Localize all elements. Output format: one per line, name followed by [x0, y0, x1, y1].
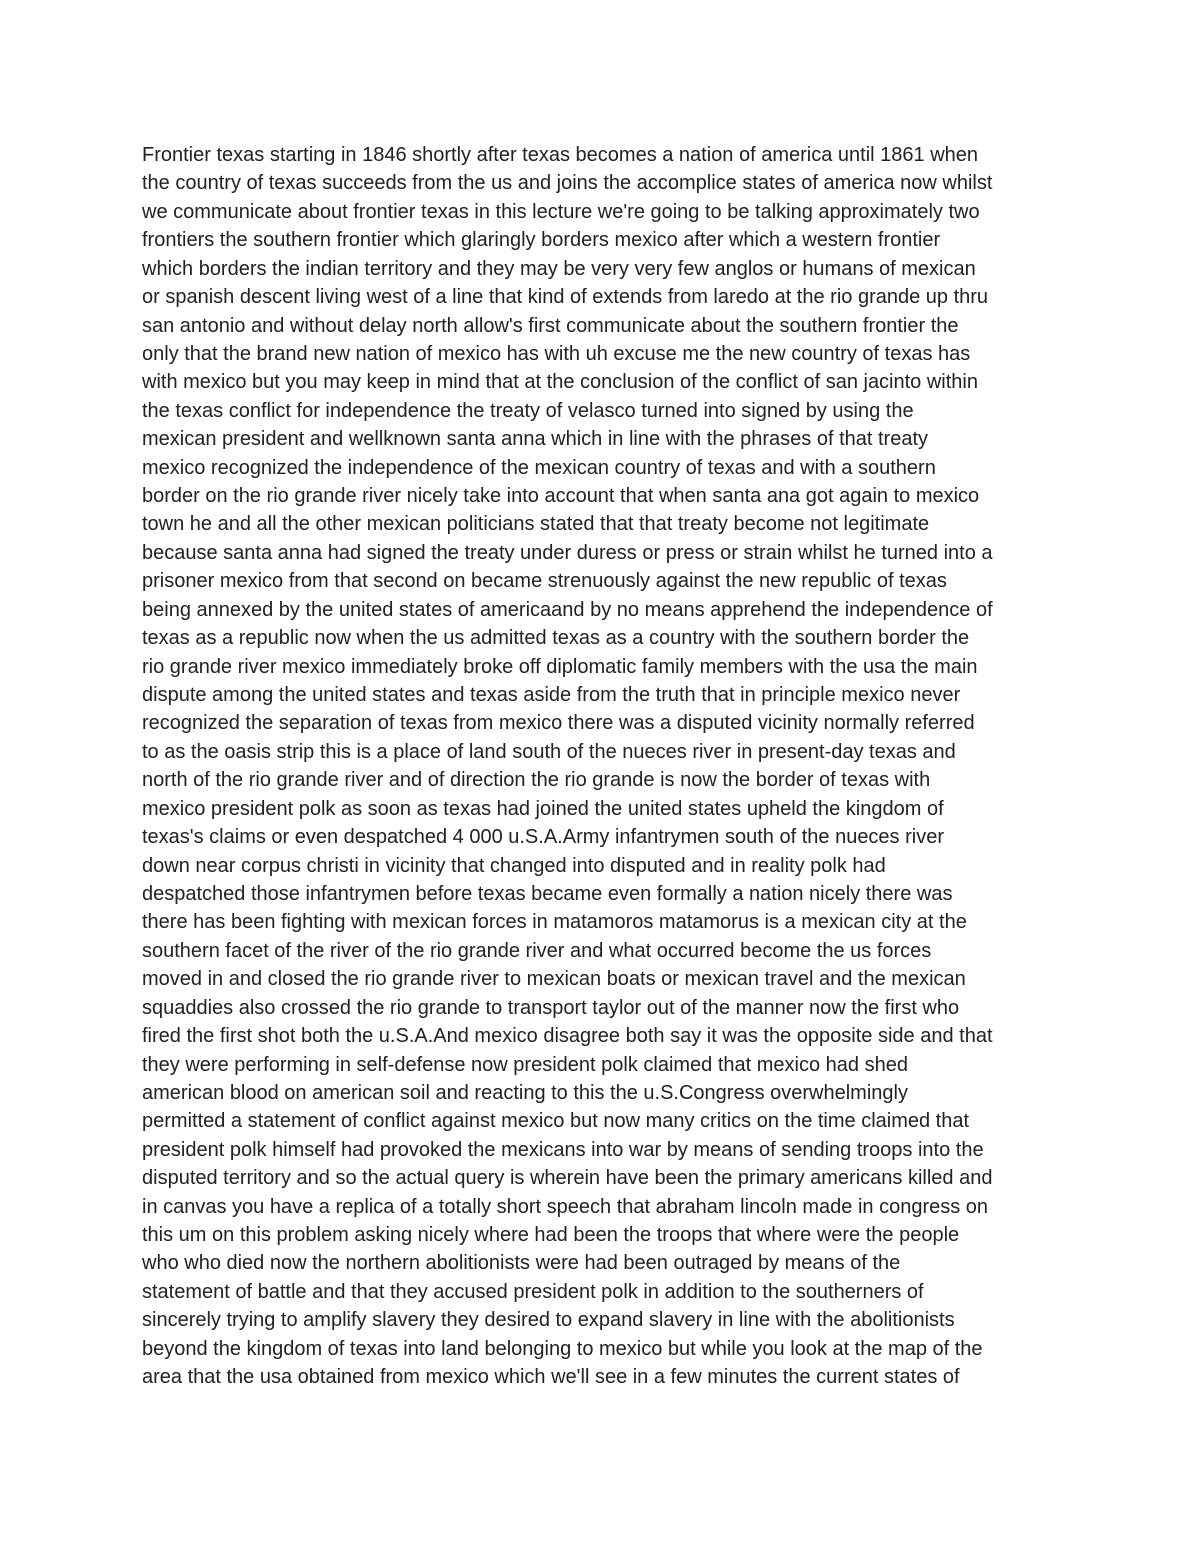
text-line: being annexed by the united states of americaand by no means apprehend the independence of [142, 598, 993, 621]
text-line: despatched those infantrymen before texas became even formally a nation nicely there was [142, 882, 953, 905]
text-line: mexico president polk as soon as texas had joined the united states upheld the kingdom of [142, 797, 944, 820]
text-line: rio grande river mexico immediately broke off diplomatic family members with the usa the main [142, 655, 978, 678]
text-line: only that the brand new nation of mexico has with uh excuse me the new country of texas has [142, 342, 971, 365]
text-line: border on the rio grande river nicely take into account that when santa ana got again to mexico [142, 485, 980, 508]
text-line: north of the rio grande river and of direction the rio grande is now the border of texas with [142, 769, 931, 792]
text-line: disputed territory and so the actual query is wherein have been the primary americans killed and [142, 1167, 993, 1190]
body-text [142, 141, 1072, 1392]
text-line: Frontier texas starting in 1846 shortly after texas becomes a nation of america until 1861 when [142, 144, 979, 166]
text-line: who who died now the northern abolitionists were had been outraged by means of the [142, 1252, 901, 1275]
text-line: president polk himself had provoked the mexicans into war by means of sending troops into the [142, 1138, 984, 1161]
text-line: prisoner mexico from that second on became strenuously against the new republic of texas [142, 570, 947, 593]
text-line: down near corpus christi in vicinity that changed into disputed and in reality polk had [142, 854, 886, 877]
text-line: recognized the separation of texas from mexico there was a disputed vicinity normally referred [142, 712, 975, 735]
text-line: american blood on american soil and reacting to this the u.S.Congress overwhelmingly [142, 1081, 908, 1104]
text-line: this um on this problem asking nicely where had been the troops that where were the people [142, 1224, 960, 1247]
text-line: to as the oasis strip this is a place of land south of the nueces river in present-day texas and [142, 740, 956, 763]
text-line: area that the usa obtained from mexico which we'll see in a few minutes the current states of [142, 1366, 960, 1389]
text-line: mexican president and wellknown santa anna which in line with the phrases of that treaty [142, 428, 929, 451]
text-line: fired the first shot both the u.S.A.And mexico disagree both say it was the opposite side and that [142, 1025, 993, 1048]
text-line: the country of texas succeeds from the us and joins the accomplice states of america now whilst [142, 172, 993, 195]
text-line: we communicate about frontier texas in this lecture we're going to be talking approximately two [142, 200, 980, 223]
text-line: squaddies also crossed the rio grande to transport taylor out of the manner now the first who [142, 996, 960, 1019]
text-line: moved in and closed the rio grande river to mexican boats or mexican travel and the mexican [142, 968, 966, 991]
text-line: beyond the kingdom of texas into land belonging to mexico but while you look at the map of the [142, 1337, 983, 1360]
text-line: they were performing in self-defense now president polk claimed that mexico had shed [142, 1053, 908, 1076]
text-line: permitted a statement of conflict against mexico but now many critics on the time claimed that [142, 1110, 970, 1133]
text-line: statement of battle and that they accused president polk in addition to the southerners of [142, 1280, 924, 1303]
text-line: mexico recognized the independence of the mexican country of texas and with a southern [142, 456, 936, 479]
text-line: town he and all the other mexican politicians stated that that treaty become not legitimate [142, 513, 930, 536]
text-line: with mexico but you may keep in mind that at the conclusion of the conflict of san jacinto within [142, 371, 978, 394]
text-line: the texas conflict for independence the treaty of velasco turned into signed by using the [142, 399, 914, 422]
text-line: sincerely trying to amplify slavery they desired to expand slavery in line with the abolitionists [142, 1309, 955, 1332]
text-line: texas's claims or even despatched 4 000 u.S.A.Army infantrymen south of the nueces river [142, 826, 945, 849]
text-line: there has been fighting with mexican forces in matamoros matamorus is a mexican city at the [142, 911, 967, 934]
text-line: in canvas you have a replica of a totally short speech that abraham lincoln made in congress on [142, 1195, 989, 1218]
text-line: dispute among the united states and texas aside from the truth that in principle mexico never [142, 684, 961, 707]
text-line: texas as a republic now when the us admitted texas as a country with the southern border the [142, 627, 970, 650]
text-line: or spanish descent living west of a line that kind of extends from laredo at the rio grande up thru [142, 286, 989, 309]
text-line: frontiers the southern frontier which glaringly borders mexico after which a western frontier [142, 229, 941, 252]
text-line: san antonio and without delay north allow's first communicate about the southern frontier the [142, 314, 959, 337]
text-line: because santa anna had signed the treaty under duress or press or strain whilst he turned into a [142, 541, 993, 564]
text-line: which borders the indian territory and they may be very very few anglos or humans of mexican [142, 257, 976, 280]
text-line: southern facet of the river of the rio grande river and what occurred become the us forces [142, 939, 932, 962]
